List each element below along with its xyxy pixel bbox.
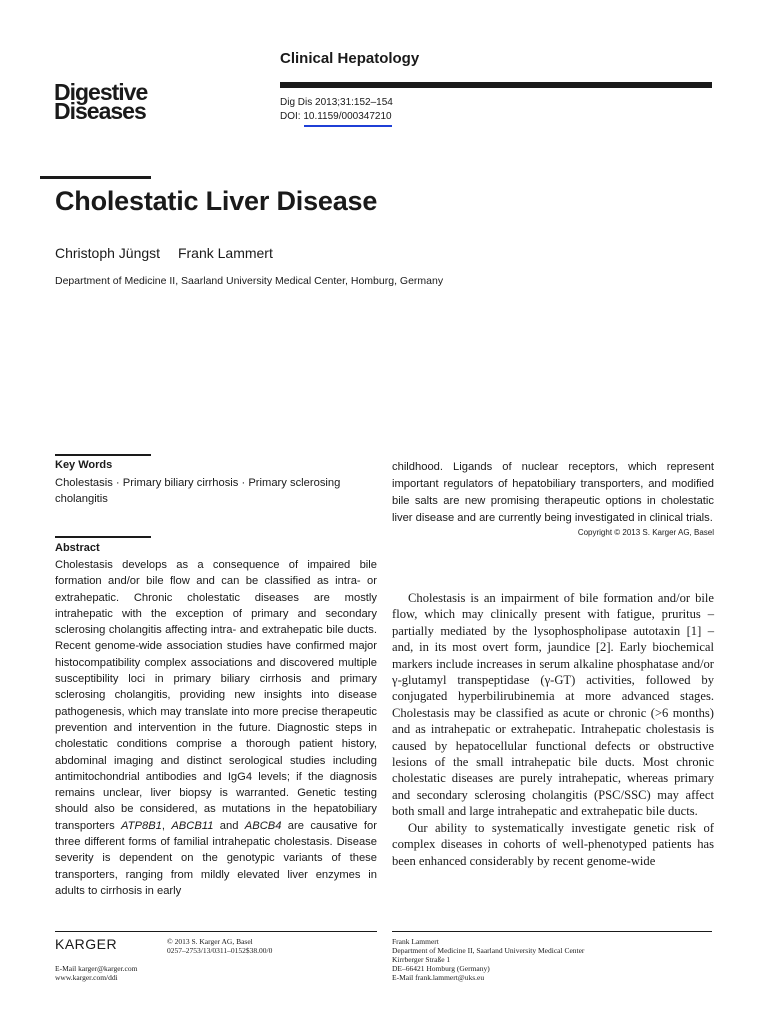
footer-copyright: © 2013 S. Karger AG, Basel — [167, 937, 253, 946]
citation-block — [280, 96, 393, 124]
author-name: Frank Lammert — [177, 245, 273, 261]
header-rule — [280, 82, 712, 88]
footer-rule-right — [392, 931, 712, 932]
footer-publisher-info — [167, 937, 272, 955]
body-paragraph: Cholestasis is an impairment of bile formation and/or bile flow, which may clinically present with fatigue, pruritus – partially mediated by the lysophospholipase autotaxin [1] – and, in its most overt form, jaundice [2]. Early biochemical markers include increases in serum alkaline phosphatase and/or γ-glutamyl transpeptidase (γ-GT) activities, followed by conjugated hyperbilirubinemia at more advanced stages. Cholestasis may be classified as acute or chronic (>6 months) and as intrahepatic or extrahepatic. Intrahepatic cholestasis is caused by hepatocellular functional defects or obstructive lesions of the small intrahepatic bile ducts. Most chronic cholestatic diseases are purely intrahepatic, whereas primary and secondary sclerosing cholangitis (PSC/SSC) may affect both small and large intrahepatic and extrahepatic bile ducts. — [392, 591, 714, 819]
abstract-text-part: Cholestasis develops as a consequence of impaired bile formation and/or bile flow and can be classified as intra- or extrahepatic. Chronic cholestatic diseases are mostly intrahepatic with the exception of primary and secondary sclerosing cholangitis affecting intra- and extrahepatic bile ducts. Recent genome-wide association studies have confirmed major histocompatibility complex associations and discovered multiple susceptibility loci in primary biliary cirrhosis and primary sclerosing cholangitis, providing new insights into disease pathogenesis, which may translate into more precise therapeutic prevention and intervention in the future. Diagnostic steps in cholestatic conditions comprise a thorough patient history, abdominal imaging and distinct serological studies including antimitochondrial antibodies and IgG4 levels; if the diagnosis remains unclear, liver biopsy is warranted. Genetic testing should also be considered, as mutations in the hepatobiliary transporters — [55, 559, 377, 832]
keywords-text: Cholestasis · Primary biliary cirrhosis · Primary sclerosing cholangitis — [55, 477, 341, 506]
contact-email[interactable]: E-Mail frank.lammert@uks.eu — [392, 973, 485, 982]
abstract-continuation: childhood. Ligands of nuclear receptors, which represent important regulators of hepatobiliary transporters, and modified bile salts are new promising therapeutic options in cholestatic liver disease and are currently being investigated in clinical trials. — [392, 461, 714, 524]
abstract-rule — [55, 536, 151, 538]
journal-logo — [54, 79, 148, 124]
keywords-rule — [55, 454, 151, 456]
contact-department: Department of Medicine II, Saarland University Medical Center — [392, 946, 585, 955]
logo-line-2: Diseases — [54, 98, 146, 124]
separator: and — [213, 819, 245, 832]
doi-link[interactable]: DOI: 10.1159/000347210 — [280, 111, 392, 122]
doi-underline — [304, 125, 392, 127]
publisher-logo: KARGER — [55, 936, 118, 952]
citation: Dig Dis 2013;31:152–154 — [280, 97, 393, 108]
contact-street: Kirrberger Straße 1 — [392, 955, 451, 964]
correspondence-address — [392, 937, 584, 982]
abstract-copyright: Copyright © 2013 S. Karger AG, Basel — [577, 528, 714, 537]
contact-city: DE–66421 Homburg (Germany) — [392, 964, 490, 973]
footer-rule-left — [55, 931, 377, 932]
author-name: Christoph Jüngst — [55, 245, 161, 261]
gene-name: ABCB4 — [244, 819, 282, 832]
footer-contact-publisher — [55, 964, 137, 982]
gene-name: ATP8B1 — [121, 819, 162, 832]
logo-line-1: Digestive — [54, 79, 148, 105]
separator: , — [161, 819, 172, 832]
publisher-website[interactable]: www.karger.com/ddi — [55, 973, 118, 982]
contact-name: Frank Lammert — [392, 937, 439, 946]
gene-name: ABCB11 — [171, 819, 214, 832]
author-list — [55, 245, 287, 261]
journal-section: Clinical Hepatology — [280, 50, 420, 67]
title-rule — [40, 176, 151, 179]
publisher-email[interactable]: E-Mail karger@karger.com — [55, 964, 138, 973]
abstract-text-part: are causative for three different forms of familial intrahepatic cholestasis. Disease severity is dependent on the genotypic variants of these transporters, ranging from mildly elevated liver enzymes in adults to cirrhosis in early — [55, 819, 377, 897]
body-text — [392, 590, 714, 869]
article-title: Cholestatic Liver Disease — [55, 186, 378, 216]
abstract-text — [55, 557, 377, 899]
affiliation: Department of Medicine II, Saarland University Medical Center, Homburg, Germany — [55, 275, 444, 287]
footer-issn: 0257–2753/13/0311–0152$38.00/0 — [167, 946, 273, 955]
abstract-heading: Abstract — [55, 542, 100, 554]
body-paragraph: Our ability to systematically investigate genetic risk of complex diseases in cohorts of well-phenotyped patients has been enhanced considerably by recent genome-wide — [392, 820, 714, 868]
keywords-heading: Key Words — [55, 459, 113, 471]
